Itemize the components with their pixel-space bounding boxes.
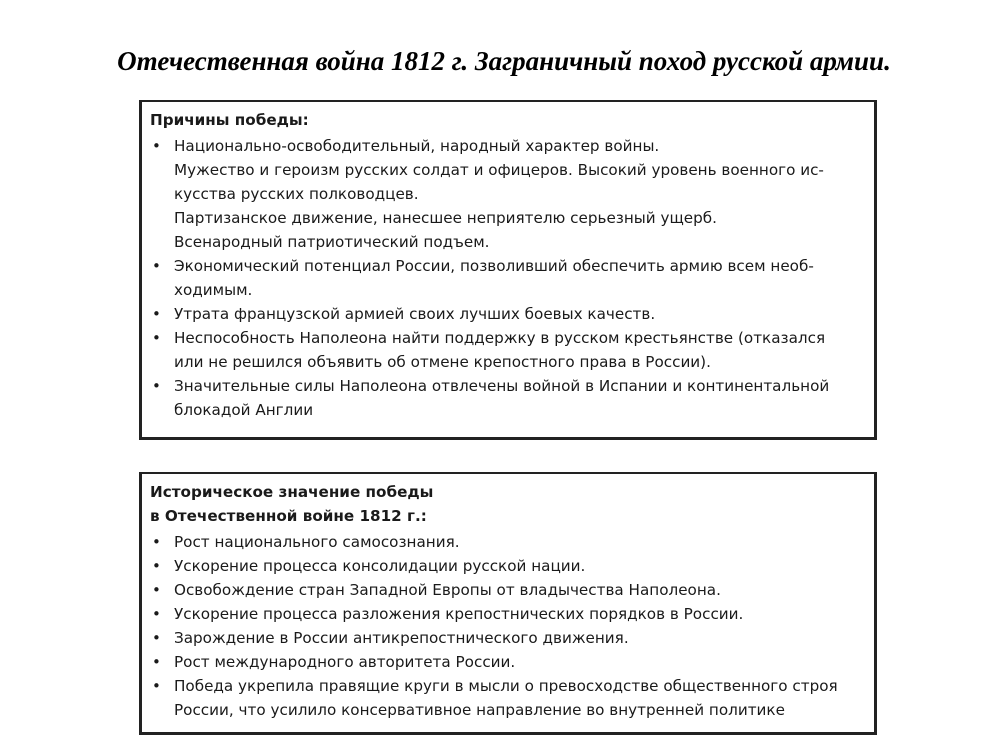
list-item-line: • Неспособность Наполеона найти поддержку в русском крестьянстве (отказался: [174, 329, 826, 347]
list-item-line: • Национально-освободительный, народный характер войны.: [174, 137, 660, 155]
list-item-line: • Ускорение процесса разложения крепостнических порядков в России.: [174, 605, 744, 623]
list-item-line: • Рост национального самосознания.: [174, 533, 460, 551]
list-item: [142, 650, 874, 674]
list-item-line: • Утрата французской армией своих лучших боевых качеств.: [174, 305, 656, 323]
significance-box: [139, 472, 877, 735]
list-item-line: • Освобождение стран Западной Европы от владычества Наполеона.: [174, 581, 721, 599]
list-item: [142, 578, 874, 602]
list-item-line: Всенародный патриотический подъем.: [174, 233, 490, 251]
list-item: [142, 530, 874, 554]
list-item: [142, 626, 874, 650]
list-item-line: кусства русских полководцев.: [174, 185, 419, 203]
list-item: [142, 374, 874, 422]
list-item-line: ходимым.: [174, 281, 253, 299]
list-item: [142, 254, 874, 302]
causes-list: [142, 134, 874, 422]
list-item: [142, 602, 874, 626]
list-item: [142, 302, 874, 326]
list-item: [142, 134, 874, 254]
list-item-line: России, что усилило консервативное направление во внутренней политике: [174, 701, 785, 719]
slide-title: Отечественная война 1812 г. Заграничный поход русской армии.: [117, 46, 891, 76]
list-item-line: блокадой Англии: [174, 401, 314, 419]
causes-box: [139, 100, 877, 440]
list-item-line: или не решился объявить об отмене крепостного права в России).: [174, 353, 711, 371]
significance-list: [142, 530, 874, 722]
list-item-line: • Значительные силы Наполеона отвлечены войной в Испании и континентальной: [174, 377, 830, 395]
list-item-line: • Ускорение процесса консолидации русской нации.: [174, 557, 586, 575]
causes-heading: Причины победы:: [150, 111, 309, 129]
list-item-line: Партизанское движение, нанесшее неприятелю серьезный ущерб.: [174, 209, 717, 227]
significance-heading-line: Историческое значение победы: [150, 483, 434, 501]
list-item-line: • Зарождение в России антикрепостнического движения.: [174, 629, 629, 647]
list-item: [142, 554, 874, 578]
list-item: [142, 326, 874, 374]
list-item-line: Мужество и героизм русских солдат и офицеров. Высокий уровень военного ис-: [174, 161, 824, 179]
list-item: [142, 674, 874, 722]
significance-heading-line: в Отечественной войне 1812 г.:: [150, 507, 427, 525]
list-item-line: • Экономический потенциал России, позволивший обеспечить армию всем необ-: [174, 257, 814, 275]
list-item-line: • Победа укрепила правящие круги в мысли о превосходстве общественного строя: [174, 677, 838, 695]
list-item-line: • Рост международного авторитета России.: [174, 653, 516, 671]
